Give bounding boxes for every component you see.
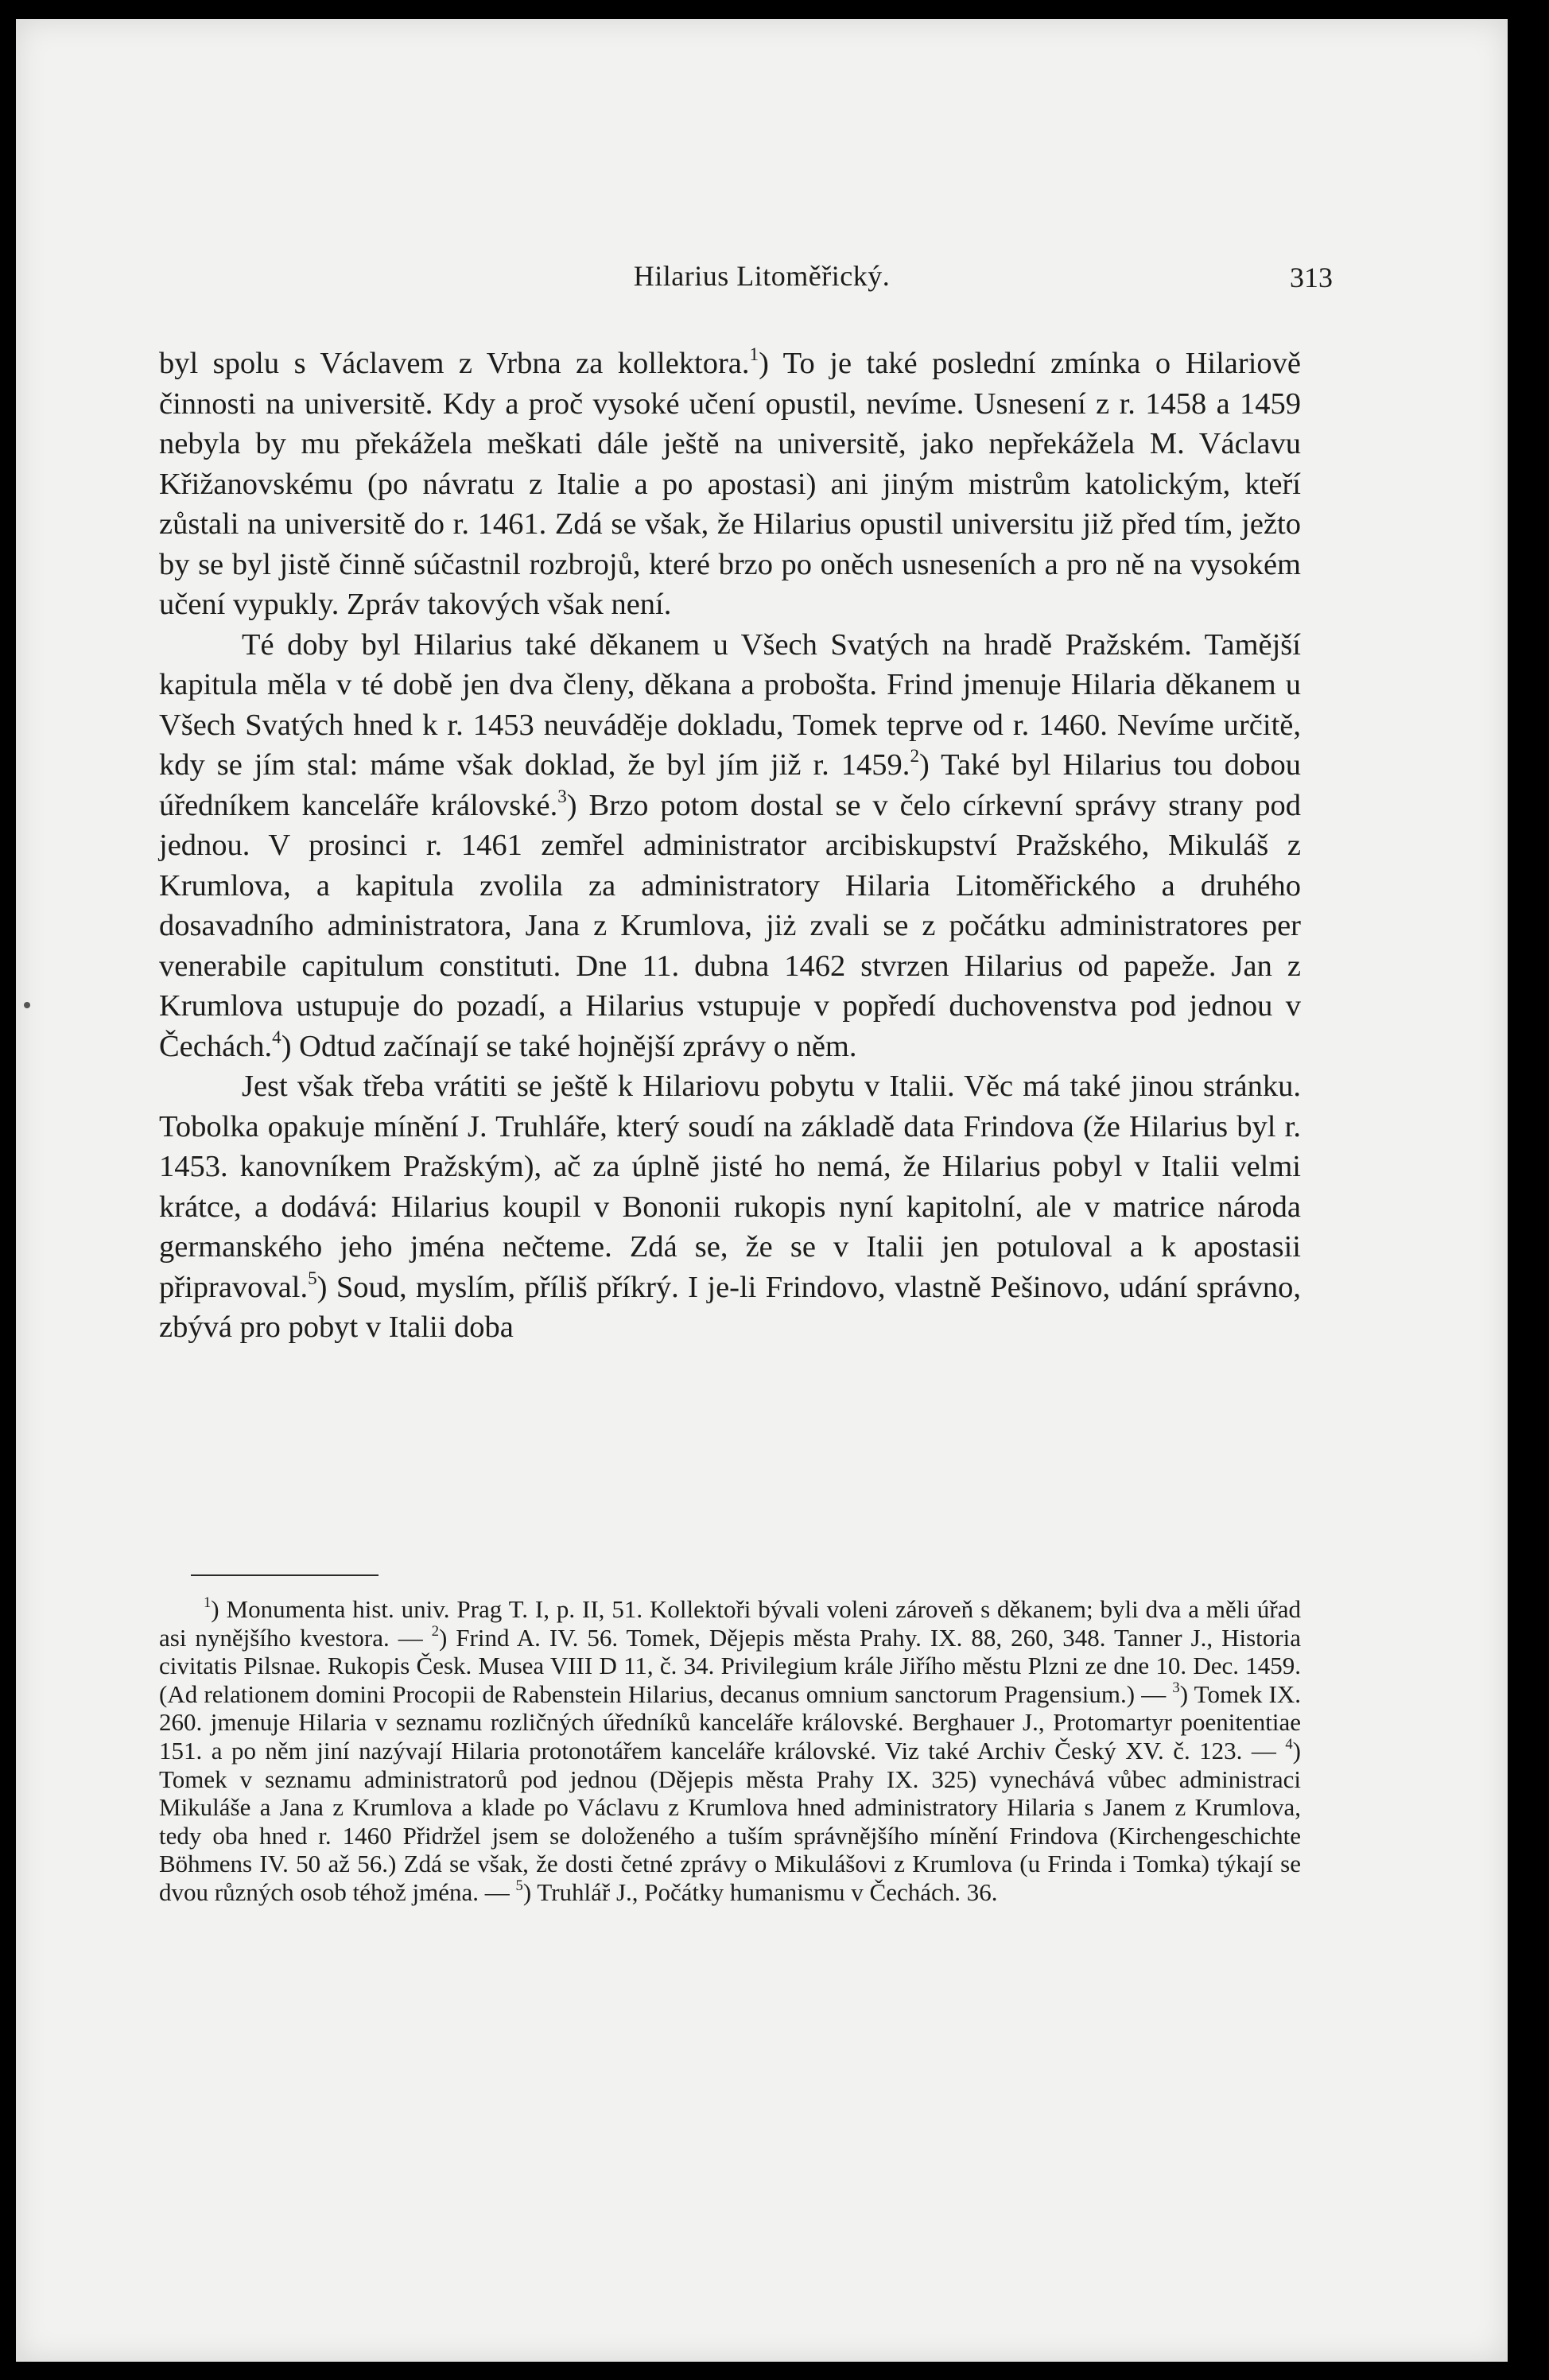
paragraph-1: byl spolu s Václavem z Vrbna za kollektora.$^1$) To je také poslední zmínka o Hilariově činnosti na universitě. Kdy a proč vysoké učení opustil, nevíme. Usnesení z r. 1458 a 1459 nebyla by mu překážela meškati dále ještě na universitě, jako nepřekážela M. Václavu Křižanovskému (po návratu z Italie a po apostasi) ani jiným mistrům katolickým, kteří zůstali na universitě do r. 1461. Zdá se však, že Hilarius opustil universitu již před tím, ježto by se byl jistě činně súčastnil rozbrojů, které brzo po oněch usneseních a pro ně na vysokém učení vypukly. Zpráv takových však není. — [159, 343, 1301, 621]
footnote-mark-1: 1 — [204, 1594, 212, 1611]
paragraph-2: Té doby byl Hilarius také děkanem u Všech Svatých na hradě Pražském. Tamější kapitula měla v té době jen dva členy, děkana a proboštа. Frind jmenuje Hilaria děkanem u Všech Svatých hned k r. 1453 neuváděje dokladu, Tomek teprve od r. 1460. Nevíme určitě, kdy se jím stal: máme však doklad, že byl jím již r. 1459.$^2$) Také byl Hilarius tou dobou úředníkem kanceláře královské.$^3$) Brzo potom dostal se v čelo církevní správy strany pod jednou. V prosinci r. 1461 zemřel administrator arcibiskupství Pražského, Mikuláš z Krumlova, a kapitula zvolila za administratory Hilaria Litoměřického a druhého dosavadního administratora, Jana z Krumlova, jiż zvali se z počátku administratores per venerabile capitulum constituti. Dne 11. dubna 1462 stvrzen Hilarius od papeže. Jan z Krumlova ustupuje do pozadí, a Hilarius vstupuje v popředí duchovenstva pod jednou v Čechách.$^4$) Odtud začínají se také hojnější zprávy o něm. — [159, 627, 1302, 1063]
footnote-5: ) Truhlář J., Počátky humanismu v Čechách. 36. — [522, 1877, 998, 1906]
paragraph-3: Jest však třeba vrátiti se ještě k Hilariovu pobytu v Italii. Věc má také jinou stránku. Tobolka opakuje mínění J. Truhláře, který soudí na základě data Frindova (že Hilarius byl r. 1453. kanovníkem Pražským), ač za úplně jisté ho nemá, že Hilarius pobyl v Italii velmi krátce, a dodává: Hilarius koupil v Bononii rukopis nyní kapitolní, ale v matrice národa germanského jeho jména nečteme. Zdá se, že se v Italii jen potuloval a k apostasii připravoval.$^5$) Soud, myslím, příliš příkrý. I je-li Frindovo, vlastně Pešinovo, udání správno, zbývá pro pobyt v Italii doba — [159, 1070, 1301, 1344]
footnote-separator — [191, 1574, 379, 1576]
footnote-ref-1: 1 — [749, 343, 759, 364]
footnote-ref-2: 2 — [910, 744, 919, 766]
footnote-mark-2: 2 — [431, 1622, 439, 1640]
book-page — [16, 19, 1508, 2362]
footnote-ref-5: 5 — [308, 1267, 317, 1288]
footnotes — [159, 1595, 1301, 1907]
page-number: 313 — [1290, 262, 1333, 293]
footnote-ref-3: 3 — [557, 785, 567, 806]
main-text — [159, 344, 1301, 1348]
footnote-3: ) Tomek IX. 260. jmenuje Hilaria v seznamu rozličných úředníků kanceláře královské. Berghauer J., Protomartyr poenitentiae 151. a po něm jiní nazývají Hilaria protonotářem kanceláře královské. Viz také Archiv Český XV. č. 123. — — [159, 1679, 1301, 1765]
running-title: Hilarius Litoměřický. — [633, 260, 891, 292]
page-header — [16, 259, 1508, 299]
footnote-mark-5: 5 — [515, 1877, 523, 1894]
footnote-mark-3: 3 — [1172, 1679, 1180, 1696]
footnote-mark-4: 4 — [1285, 1735, 1293, 1753]
footnote-block — [159, 1595, 1301, 1907]
footnote-2: ) Frind A. IV. 56. Tomek, Dějepis města Prahy. IX. 88, 260, 348. Tanner J., Historia civitatis Pilsnae. Rukopis Česk. Musea VIII D 11, č. 34. Privilegium krále Jiřího městu Plzni ze dne 10. Dec. 1459. (Ad relationem domini Procopii de Rabenstein Hilarius, decanus omnium sanctorum Pragensium.) — — [159, 1623, 1301, 1708]
footnote-ref-4: 4 — [272, 1026, 281, 1047]
footnote-4: ) Tomek v seznamu administratorů pod jednou (Dějepis města Prahy IX. 325) vynechává vůbec administraci Mikuláše a Jana z Krumlova a klade po Václavu z Krumlova hned administratory Hilaria s Janem z Krumlova, tedy oba hned r. 1460 Přidržel jsem se doloženého a tuším správnějšího mínění Frindova (Kirchengeschichte Böhmens IV. 50 až 56.) Zdá se však, že dosti četné zprávy o Mikulášovi z Krumlova (u Frinda i Tomka) týkají se dvou různých osob téhož jména. — — [159, 1736, 1301, 1906]
scan-speck — [24, 1002, 30, 1008]
footnote-1: ) Monumenta hist. univ. Prag T. I, p. II, 51. Kollektoři bývali voleni zároveň s děkanem; byli dva a měli úřad asi nynějšího kvestora. — — [159, 1595, 1301, 1652]
